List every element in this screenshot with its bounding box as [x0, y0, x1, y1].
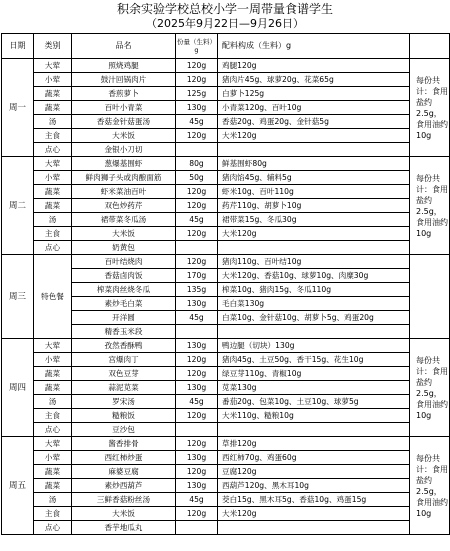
- category-cell: 小荤: [34, 171, 72, 185]
- category-cell: 蔬菜: [34, 367, 72, 381]
- dish-quantity: [176, 241, 218, 255]
- dish-quantity: 120g: [176, 129, 218, 143]
- dish-ingredients: [218, 423, 410, 437]
- dish-ingredients: 毛白菜130g: [218, 297, 410, 311]
- nutrition-note: 每份共计：食用盐约2.5g，食用油约10g: [410, 157, 450, 255]
- dish-ingredients: 猪肉片45g、球萝20g、花菜65g: [218, 73, 410, 87]
- page-title: 积余实验学校总校小学一周带量食谱学生: [116, 2, 333, 16]
- category-cell: 主食: [34, 129, 72, 143]
- table-row: [2, 73, 450, 87]
- dish-ingredients: 猪肉45g、土豆50g、香干15g、花生10g: [218, 353, 410, 367]
- dish-ingredients: 鲜基围虾80g: [218, 157, 410, 171]
- dish-name: 双色豆芽: [72, 367, 176, 381]
- dish-ingredients: 茭白15g、黑木耳5g、香菇10g、鸡蛋15g: [218, 493, 410, 507]
- table-row: [2, 507, 450, 521]
- table-row: [2, 101, 450, 115]
- dish-quantity: 135g: [176, 283, 218, 297]
- category-cell: 小荤: [34, 451, 72, 465]
- dish-quantity: 120g: [176, 73, 218, 87]
- dish-ingredients: 猪肉馅45g、辅料5g: [218, 171, 410, 185]
- dish-name: 三鲜香菇粉丝汤: [72, 493, 176, 507]
- category-cell: 主食: [34, 409, 72, 423]
- table-row: [2, 479, 450, 493]
- dish-ingredients: 香菇20g、鸡蛋20g、金针菇5g: [218, 115, 410, 129]
- day-label: 周四: [2, 339, 34, 437]
- dish-quantity: 130g: [176, 101, 218, 115]
- dish-ingredients: 小青菜120g、百叶10g: [218, 101, 410, 115]
- table-row: [2, 381, 450, 395]
- dish-ingredients: 榨菜10g、猪肉15g、冬瓜110g: [218, 283, 410, 297]
- dish-name: 百叶小青菜: [72, 101, 176, 115]
- dish-quantity: 120g: [176, 199, 218, 213]
- dish-quantity: 80g: [176, 157, 218, 171]
- dish-quantity: 120g: [176, 255, 218, 269]
- header-qty: 份量（生料）g: [176, 34, 218, 59]
- dish-ingredients: [218, 521, 410, 535]
- category-cell: 小荤: [34, 353, 72, 367]
- dish-quantity: 170g: [176, 269, 218, 283]
- category-cell: 大荤: [34, 157, 72, 171]
- dish-name: 香芋地瓜丸: [72, 521, 176, 535]
- dish-name: 葱爆基围虾: [72, 157, 176, 171]
- table-row: [2, 409, 450, 423]
- dish-ingredients: [218, 241, 410, 255]
- table-row: [2, 157, 450, 171]
- category-cell: 点心: [34, 521, 72, 535]
- table-row: [2, 199, 450, 213]
- dish-name: 榨菜肉丝烧冬瓜: [72, 283, 176, 297]
- dish-name: 双色炒药芹: [72, 199, 176, 213]
- header-category: 类别: [34, 34, 72, 59]
- day-label: 周三: [2, 255, 34, 339]
- table-row: [2, 423, 450, 437]
- dish-name: 奶黄包: [72, 241, 176, 255]
- dish-name: 罗宋汤: [72, 395, 176, 409]
- table-row: [2, 213, 450, 227]
- date-range: （2025年9月22日—9月26日）: [146, 17, 304, 30]
- category-cell: 汤: [34, 395, 72, 409]
- day-label: 周五: [2, 437, 34, 535]
- dish-quantity: [176, 521, 218, 535]
- dish-quantity: 120g: [176, 353, 218, 367]
- table-row: [2, 59, 450, 73]
- header-day: 日期: [2, 34, 34, 59]
- nutrition-note: 每份共计：食用盐约2.5g，食用油约10g: [410, 59, 450, 157]
- dish-ingredients: 大米120g: [218, 507, 410, 521]
- table-row: [2, 255, 450, 269]
- dish-name: 金银小刀切: [72, 143, 176, 157]
- dish-quantity: 120g: [176, 507, 218, 521]
- nutrition-note: 每份共计：食用盐约2.5g，食用油约10g: [410, 437, 450, 535]
- dish-ingredients: 大米120g: [218, 227, 410, 241]
- table-row: [2, 227, 450, 241]
- dish-name: 裙带菜冬瓜汤: [72, 213, 176, 227]
- dish-ingredients: 鸭边腿（切块）130g: [218, 339, 410, 353]
- category-cell: 蔬菜: [34, 185, 72, 199]
- day-label: 周二: [2, 157, 34, 255]
- dish-quantity: 45g: [176, 311, 218, 325]
- dish-ingredients: 鸡腿120g: [218, 59, 410, 73]
- table-row: [2, 143, 450, 157]
- dish-ingredients: 苋菜130g: [218, 381, 410, 395]
- dish-name: 西红柿炒蛋: [72, 451, 176, 465]
- dish-ingredients: 药芹110g、胡萝卜10g: [218, 199, 410, 213]
- dish-name: 照烧鸡腿: [72, 59, 176, 73]
- category-cell: 主食: [34, 507, 72, 521]
- dish-ingredients: 大米110g、糙粮10g: [218, 409, 410, 423]
- category-cell: 特色餐: [34, 255, 72, 339]
- dish-ingredients: [218, 143, 410, 157]
- dish-name: 孜然香酥鸭: [72, 339, 176, 353]
- dish-ingredients: 西葫芦120g、黑木耳10g: [218, 479, 410, 493]
- dish-quantity: 120g: [176, 367, 218, 381]
- category-cell: 大荤: [34, 437, 72, 451]
- dish-quantity: 120g: [176, 409, 218, 423]
- dish-name: 大米饭: [72, 227, 176, 241]
- table-row: [2, 185, 450, 199]
- dish-ingredients: 大米120g: [218, 129, 410, 143]
- menu-table: [1, 33, 450, 535]
- table-row: [2, 367, 450, 381]
- category-cell: 主食: [34, 227, 72, 241]
- header-ingredients: 配料构成（生料）g: [218, 34, 410, 59]
- dish-name: 香煎萝卜: [72, 87, 176, 101]
- dish-name: 糙粮饭: [72, 409, 176, 423]
- dish-name: 香菇卤肉饭: [72, 269, 176, 283]
- dish-name: 宫爆肉丁: [72, 353, 176, 367]
- dish-quantity: 120g: [176, 465, 218, 479]
- dish-quantity: 130g: [176, 297, 218, 311]
- dish-ingredients: 绿豆芽110g、青椒10g: [218, 367, 410, 381]
- dish-name: 豆沙包: [72, 423, 176, 437]
- dish-name: 酱香排骨: [72, 437, 176, 451]
- table-row: [2, 521, 450, 535]
- dish-ingredients: 西红柿70g、鸡蛋60g: [218, 451, 410, 465]
- dish-ingredients: 白萝卜125g: [218, 87, 410, 101]
- table-row: [2, 451, 450, 465]
- day-label: 周一: [2, 59, 34, 157]
- category-cell: 蔬菜: [34, 381, 72, 395]
- dish-name: 开洋圆: [72, 311, 176, 325]
- dish-name: 精香玉米段: [72, 325, 176, 339]
- table-row: [2, 493, 450, 507]
- dish-name: 鲜肉狮子头或肉酿面筋: [72, 171, 176, 185]
- dish-quantity: 130g: [176, 339, 218, 353]
- nutrition-note: [410, 255, 450, 339]
- table-row: [2, 241, 450, 255]
- dish-quantity: 120g: [176, 59, 218, 73]
- category-cell: 汤: [34, 493, 72, 507]
- category-cell: 蔬菜: [34, 87, 72, 101]
- table-row: [2, 339, 450, 353]
- dish-quantity: 45g: [176, 395, 218, 409]
- dish-name: 素炒毛白菜: [72, 297, 176, 311]
- dish-quantity: [176, 325, 218, 339]
- dish-quantity: 125g: [176, 87, 218, 101]
- category-cell: 蔬菜: [34, 101, 72, 115]
- dish-name: 大米饭: [72, 129, 176, 143]
- dish-quantity: 120g: [176, 227, 218, 241]
- table-row: [2, 87, 450, 101]
- table-row: [2, 353, 450, 367]
- table-header-row: [2, 34, 450, 59]
- nutrition-note: 每份共计：食用盐约2.5g，食用油约10g: [410, 339, 450, 437]
- dish-name: 虾米菜油百叶: [72, 185, 176, 199]
- dish-name: 鼓汁回锅肉片: [72, 73, 176, 87]
- category-cell: 蔬菜: [34, 465, 72, 479]
- category-cell: 点心: [34, 143, 72, 157]
- dish-quantity: 120g: [176, 437, 218, 451]
- category-cell: 蔬菜: [34, 199, 72, 213]
- dish-name: 大米饭: [72, 507, 176, 521]
- dish-quantity: 45g: [176, 115, 218, 129]
- dish-ingredients: 裙带菜15g、冬瓜30g: [218, 213, 410, 227]
- category-cell: 小荤: [34, 73, 72, 87]
- dish-name: 素炒西葫芦: [72, 479, 176, 493]
- dish-quantity: [176, 423, 218, 437]
- dish-quantity: 120g: [176, 185, 218, 199]
- table-row: [2, 395, 450, 409]
- dish-name: 百叶结烧肉: [72, 255, 176, 269]
- dish-ingredients: 豆腐120g: [218, 465, 410, 479]
- dish-quantity: 45g: [176, 493, 218, 507]
- dish-ingredients: 猪肉110g、百叶结10g: [218, 255, 410, 269]
- category-cell: 蔬菜: [34, 479, 72, 493]
- dish-ingredients: 草排120g: [218, 437, 410, 451]
- dish-quantity: 45g: [176, 213, 218, 227]
- table-row: [2, 171, 450, 185]
- header-dish: 品名: [72, 34, 176, 59]
- category-cell: 大荤: [34, 339, 72, 353]
- category-cell: 汤: [34, 115, 72, 129]
- dish-quantity: 130g: [176, 381, 218, 395]
- category-cell: 大荤: [34, 59, 72, 73]
- header-note: [410, 34, 450, 59]
- dish-quantity: 130g: [176, 451, 218, 465]
- dish-ingredients: 白菜10g、金针菇10g、胡萝卜5g、鸡蛋20g: [218, 311, 410, 325]
- table-row: [2, 437, 450, 451]
- dish-quantity: 130g: [176, 479, 218, 493]
- dish-ingredients: 大米120g、香菇10g、球萝10g、肉糜30g: [218, 269, 410, 283]
- category-cell: 汤: [34, 213, 72, 227]
- table-row: [2, 129, 450, 143]
- category-cell: 点心: [34, 241, 72, 255]
- dish-quantity: [176, 143, 218, 157]
- dish-name: 麻婆豆腐: [72, 465, 176, 479]
- dish-name: 香菇金针菇蛋汤: [72, 115, 176, 129]
- dish-quantity: 50g: [176, 171, 218, 185]
- dish-ingredients: 番茄20g、包菜10g、土豆10g、球萝5g: [218, 395, 410, 409]
- menu-body: [2, 59, 450, 535]
- table-row: [2, 465, 450, 479]
- dish-name: 蒜泥苋菜: [72, 381, 176, 395]
- table-row: [2, 115, 450, 129]
- category-cell: 点心: [34, 423, 72, 437]
- dish-ingredients: [218, 325, 410, 339]
- dish-ingredients: 虾米10g、百叶110g: [218, 185, 410, 199]
